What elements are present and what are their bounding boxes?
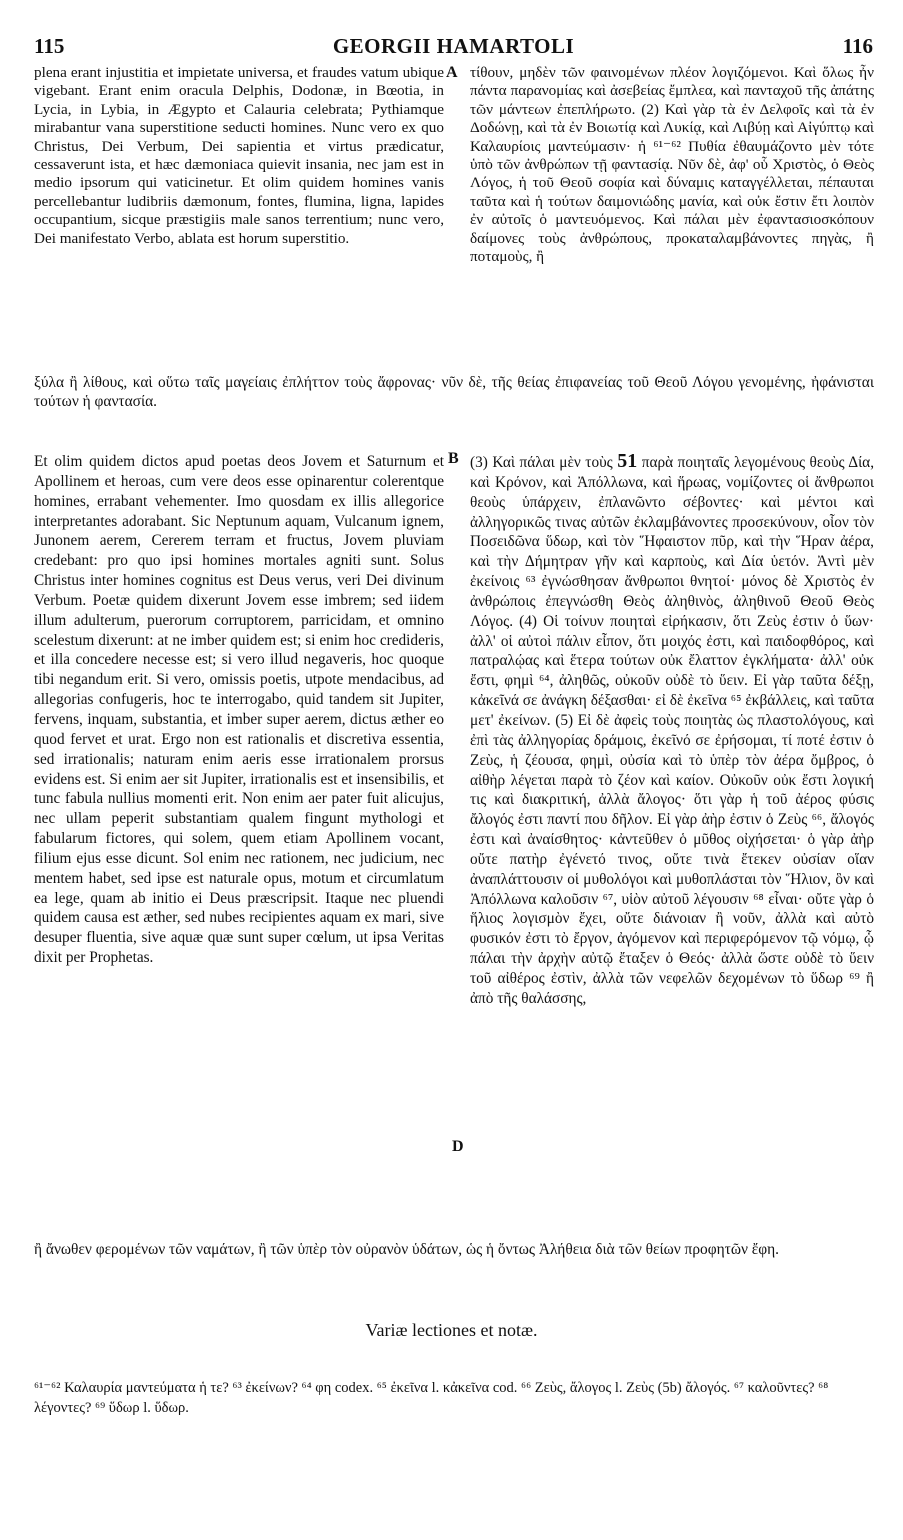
running-header — [34, 34, 873, 62]
original-page-number: 51 — [617, 450, 638, 472]
page-number-right: 116 — [842, 34, 873, 58]
notes-heading: Variæ lectiones et notæ. — [365, 1320, 538, 1340]
greek-continuation: ἢ ἄνωθεν φερομένων τῶν ναμάτων, ἢ τῶν ὑπὲρ τὸν οὐρανὸν ὑδάτων, ὡς ἡ ὄντως Ἀλήθεια διὰ τῶν θείων προφητῶν ἔφη. — [34, 1241, 779, 1258]
page-number-left: 115 — [34, 34, 65, 58]
margin-marker-b: B — [448, 450, 459, 467]
latin-column-1 — [34, 64, 444, 248]
footnotes — [34, 1378, 874, 1418]
greek-fullwidth-2 — [34, 1240, 874, 1260]
margin-marker-d: D — [452, 1138, 464, 1155]
greek-column-2 — [470, 452, 874, 1009]
margin-marker-a: A — [446, 64, 458, 81]
greek-fullwidth-1 — [34, 373, 874, 411]
section-number: (3) — [470, 454, 488, 471]
greek-lead: Καὶ πάλαι μὲν τοὺς — [492, 454, 613, 471]
latin-paragraph: plena erant injustitia et impietate universa, et fraudes vatum ubique vigebant. Erant enim oracula Delphis, Dodonæ, in Bœotia, in Lycia, in Lybia, in Ægypto et Calauria celebrata; Pythiamque mirabantur vana superstitione seducti homines. Nunc vero ex quo Christus, Dei Verbum, Dei sapientia et virtus prædicatur, cessaverunt ista, et hæc dæmoniaca quievit insania, nec jam est in medio ipsorum qui vaticinetur. Et olim quidem homines vanis percellebantur ludibriis dæmonum, fontes, flumina, ligna, lapides occupantium, sicque præstigiis male sanos terrentium; nunc vero, Dei manifestato Verbo, ablata est horum superstitio. — [34, 64, 444, 247]
greek-continuation: ξύλα ἢ λίθους, καὶ οὕτω ταῖς μαγείαις ἐπλήττον τοὺς ἄφρονας· νῦν δὲ, τῆς θείας ἐπιφανείας τοῦ Θεοῦ Λόγου γενομένης, ἠφάνισται τούτων ἡ φαντασία. — [34, 374, 874, 410]
greek-column-1 — [470, 64, 874, 266]
running-title: GEORGII HAMARTOLI — [332, 34, 575, 58]
latin-column-2 — [34, 452, 444, 968]
greek-paragraph: τίθουν, μηδὲν τῶν φαινομένων πλέον λογιζόμενοι. Καὶ ὅλως ἦν πάντα παρανομίας καὶ ἀσεβείας ἔμπλεα, καὶ πανταχοῦ τῆς ἀπάτης τῶν μάντεων ἐπεπλήρωτο. (2) Καὶ γὰρ τὰ ἐν Δελφοῖς καὶ τὰ ἐν Δοδώνῃ, καὶ τὰ ἐν Βοιωτίᾳ καὶ Λυκίᾳ, καὶ Λιβύῃ καὶ Αἰγύπτῳ καὶ Καλαυρίοις μαντεύμασιν· ἡ ⁶¹⁻⁶² Πυθία ἐθαυμάζοντο μὲν τότε ὑπὸ τῶν ἀνθρώπων τῇ φαντασίᾳ. Νῦν δὲ, ἀφ' οὗ Χριστὸς, ὁ Θεὸς Λόγος, ἡ τοῦ Θεοῦ σοφία καὶ δύναμις καταγγέλλεται, πέπαυται ταῦτα καὶ ἡ τούτων δαιμονιώδης μανία, καὶ οὐκ ἔστιν ἔτι λοιπὸν ἐν αὐτοῖς ὁ μαντευόμενος. Καὶ πάλαι μὲν ἐφαντασιοσκόπουν δαίμονες τοὺς ἀνθρώπους, προκαταλαμβάνοντες πηγὰς, ἢ ποταμοὺς, ἢ — [470, 64, 874, 266]
latin-paragraph: Et olim quidem dictos apud poetas deos Jovem et Saturnum et Apollinem et heroas, cum vere deos esse opinarentur colerentque homines, errabant vehementer. Imo quosdam ex illis allegorice interpretantes adorabant. Sic Neptunum aquam, Vulcanum ignem, Junonem aerem, Cererem terram et fructus, Jovem pluviam credebant: pro quo ipsi homines mortales agniti sunt. Solus Christus inter homines cognitus est Deus verus, veri Dei divinum Verbum. Poetæ quidem dixerunt Jovem esse imbrem; sed iidem illum adulterum, puerorum corruptorem, parricidam, et omnino scelestum dixerunt: at ne imber quidem est; si enim hoc credideris, et illa concedere necesse est; si vero illud negaveris, hoc quoque tibi negandum erit. Si vero, omissis poetis, utpote mendacibus, ad allegorias confugeris, hoc te interrogabo, quid tandem sit Jupiter, fervens, inquam, substantia, et imber super aerem, dictus æther eo quod fervet et urat. Ergo non est rationalis et discretiva essentia, sed irrationalis; naturam enim aeris esse irrationalem prorsus evidens est. Si enim aer sit Jupiter, irrationalis est et insensibilis, et tunc fabula nullius momenti erit. Non enim aer pater fuit alicujus, nec ullam peperit substantiam qualem fingunt mythologi et fabularum fictores, qui solem, quem etiam Apollinem vocant, filium ejus esse dicunt. Sol enim nec rationem, nec judicium, nec mentem habet, sed ipse est naturale opus, motum et circumlatum ea lege, quam ab initio ei Deus præscripsit. Itaque nec pluendi quidem causa est æther, sed nubes recipientes aquam ex mari, sive desuper fluentia, sive aquæ quæ sunt super cœlum, ut ipsa Veritas dixit per Prophetas. — [34, 453, 444, 967]
greek-body: παρὰ ποιηταῖς λεγομένους θεοὺς Δία, καὶ Κρόνον, καὶ Ἀπόλλωνα, καὶ ἥρωας, νομίζοντες οἱ ἄνθρωποι θεοὺς ὑπάρχειν, ἐπλανῶντο σέβοντες· καὶ μέντοι καὶ ἀλληγορικῶς τινας αὐτῶν ἐκλαμβάνοντες προσεκύνουν, οἷον τὸν Ποσειδῶνα ὕδωρ, καὶ τὸν Ἥφαιστον πῦρ, καὶ τὴν Ἥραν ἀέρα, καὶ τὴν Δήμητραν γῆν καὶ καρποὺς, καὶ Δία ὑετόν. Ἀντὶ μὲν ἐκείνοις ⁶³ ἐγνώσθησαν ἄνθρωποι θνητοί· μόνος δὲ Χριστὸς ἐν ἀνθρώποις ἐπεγνώσθη Θεὸς ἀληθινὸς, ἀληθινοῦ Θεοῦ Θεὸς Λόγος. (4) Οἱ τοίνυν ποιηταὶ εἰρήκασιν, ὅτι Ζεὺς ἐστιν ὁ ὕων· ἀλλ' οἱ αὐτοὶ πάλιν εἶπον, ὅτι μοιχός ἐστι, καὶ παιδοφθόρος, καὶ πατραλῴας καὶ ἕτερα τούτων οὐκ ἔλαττον ἐγκλήματα· ἀλλ' οὐκ ἔστι, φημὶ ⁶⁴, ἀληθῶς, οὐκοῦν οὐδὲ τὸ ὕειν. Εἰ γὰρ ταῦτα δέξῃ, κἀκεῖνά σε ἀνάγκη δέξασθαι· εἰ δὲ ἐκεῖνα ⁶⁵ ἐκβάλλεις, καὶ ταῦτα μετ' ἐκείνων. (5) Εἰ δὲ ἀφεὶς τοὺς ποιητὰς ὡς πλαστολόγους, καὶ ἐπὶ τὰς ἀλληγορίας δράμοις, ἐκεῖνό σε ἐρήσομαι, τί ποτέ ἐστιν ὁ Ζεὺς, ἡ ζέουσα, φημὶ, οὐσία καὶ τὸ ὑπὲρ τὸν ἀέρα ὄμβρος, ὁ αἰθὴρ λέγεται παρὰ τὸ ζέον καὶ καίον. Οὐκοῦν οὐκ ἔστι λογική τις καὶ διακριτική, ἀλλὰ ἄλογος· ὅτι γὰρ ἡ τοῦ ἀέρος φύσις ἄλογός ἐστι παντί που δῆλον. Εἰ γὰρ ἀὴρ ἐστιν ὁ Ζεὺς ⁶⁶, ἄλογός ἐστι καὶ ἀναίσθητος· κἀντεῦθεν ὁ μῦθος οἰχήσεται· ὁ γὰρ ἀὴρ οὔτε πατὴρ ἐγένετό τινος, οὔτε τινὰ ἔτεκεν οὐσίαν οἵαν ἀναπλάττουσιν οἱ μυθολόγοι καὶ μυθοπλάσται τὸν Ἥλιον, ὃν καὶ Ἀπόλλωνα καλοῦσιν ⁶⁷, υἱὸν αὐτοῦ λέγουσιν ⁶⁸ εἶναι· οὔτε γὰρ ὁ ἥλιος λογισμὸν ἔχει, οὔτε διάνοιαν ἢ νοῦν, ἀλλὰ καὶ αὐτὸ φυσικόν ἐστι τὸ ἔργον, ἀγόμενον καὶ περιφερόμενον τῷ νόμῳ, ᾧ πάλαι τὴν ἀρχὴν αὐτῷ ἔταξεν ὁ Θεός· ἀλλὰ ὥστε οὐδὲ τὸ ὕειν τοῦ αἰθέρος ἐστὶν, ἀλλὰ τῶν νεφελῶν δεχομένων τὸ ὕδωρ ⁶⁹ ἢ ἀπὸ τῆς θαλάσσης, — [470, 454, 875, 1007]
footnote-text: ⁶¹⁻⁶² Καλαυρία μαντεύματα ἡ τε? ⁶³ ἐκείνων? ⁶⁴ φη codex. ⁶⁵ ἐκεῖνα l. κἀκεῖνα cod. ⁶⁶ Ζεὺς, ἄλογος l. Ζεὺς (5b) ἄλογός. ⁶⁷ καλοῦντες? ⁶⁸ λέγοντες? ⁶⁹ ὕδωρ l. ὕδωρ. — [34, 1380, 829, 1416]
greek-paragraph — [470, 452, 874, 1009]
